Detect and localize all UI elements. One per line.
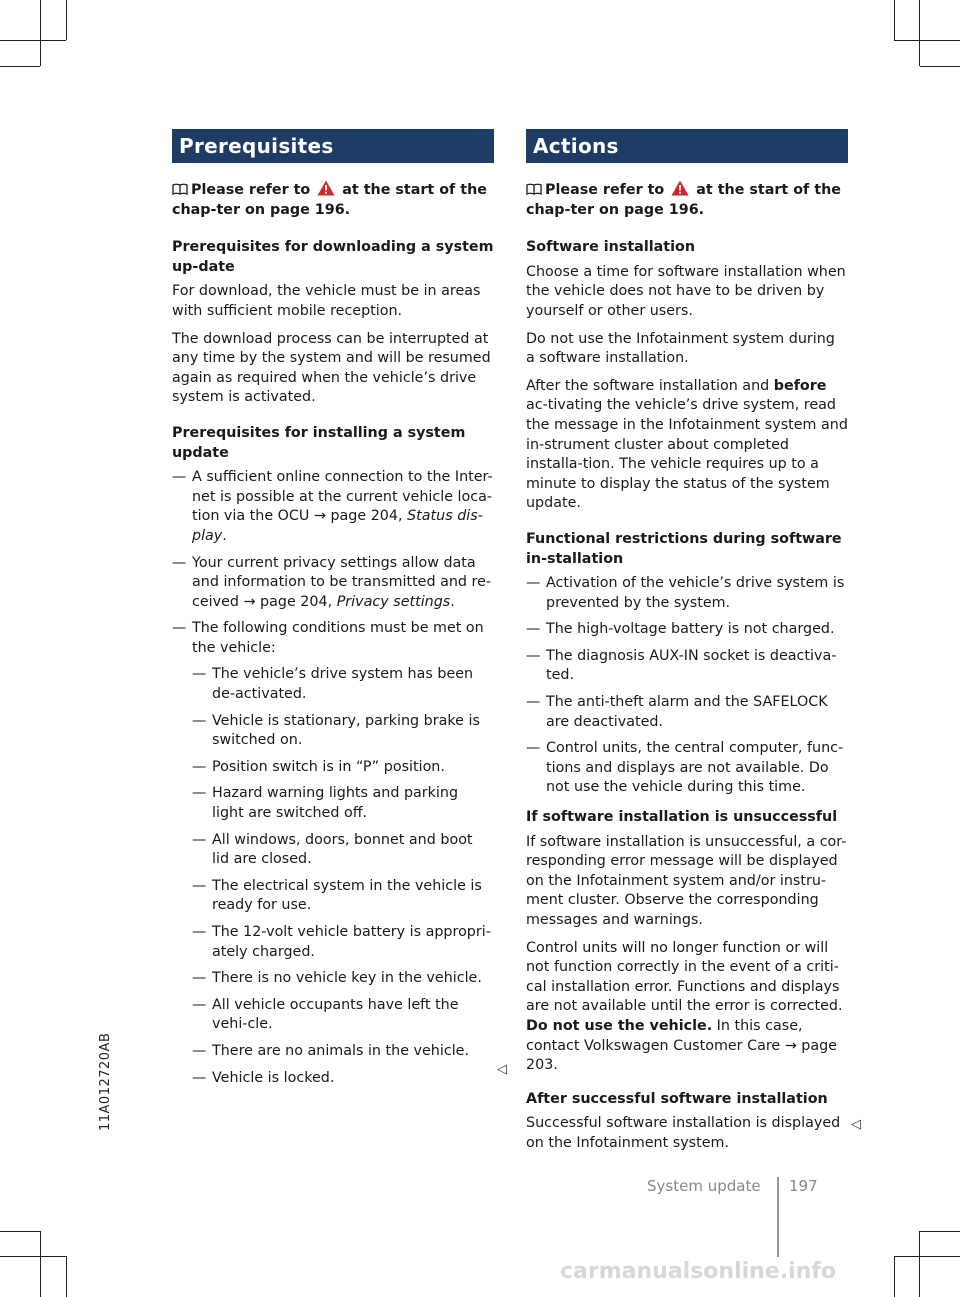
list-item: — Vehicle is stationary, parking brake is switched on.	[192, 712, 480, 749]
warning-reference	[526, 180, 848, 220]
paragraph: Choose a time for software installation when the vehicle does not have to be driven by yourself or other users.	[526, 263, 846, 319]
crop-mark	[0, 1231, 40, 1232]
ref-prefix: Please refer to	[545, 182, 665, 198]
crop-mark	[920, 66, 960, 67]
paragraph: The download process can be interrupted at any time by the system and will be resumed again as required when the vehicle’s drive system is activated.	[172, 330, 491, 406]
crop-mark	[920, 1231, 960, 1232]
prerequisites-section	[172, 129, 494, 1095]
warning-triangle-icon	[317, 180, 335, 196]
arrow-icon: →	[313, 508, 326, 525]
list-item: — Activation of the vehicle’s drive system is prevented by the system.	[526, 575, 845, 611]
footer-chapter-title: System update	[647, 1177, 761, 1195]
book-icon	[526, 183, 542, 195]
crop-mark	[0, 40, 66, 41]
warning-triangle-icon	[671, 180, 689, 196]
list-item: — The 12-volt vehicle battery is appropri-ately charged.	[192, 924, 491, 960]
footer-divider	[777, 1177, 779, 1257]
paragraph: For download, the vehicle must be in areas with sufficient mobile reception.	[172, 283, 481, 319]
subheading-unsuccessful: If software installation is unsuccessful	[526, 809, 838, 826]
list-item: — Hazard warning lights and parking light are switched off.	[192, 785, 459, 822]
vehicle-conditions-list	[192, 665, 494, 1088]
arrow-icon: →	[243, 593, 256, 610]
restrictions-list	[526, 574, 848, 798]
ref-prefix: Please refer to	[191, 182, 311, 198]
paragraph: Do not use the Infotainment system during a software installation.	[526, 330, 835, 367]
paragraph: After the software installation and before ac-tivating the vehicle’s drive system, read the message in the Infotainment system and in-strument cluster about completed installa-tion. The vehicle requires up to a minute to display the status of the system update.	[526, 377, 848, 512]
paragraph: Control units will no longer function or will not function correctly in the event of a criti-cal installation error. Functions and displays are not available until the error is corrected. Do not use the vehicle. In this case, contact Volkswagen Customer Care → page 203.	[526, 939, 843, 1074]
list-item: — The anti-theft alarm and the SAFELOCK are deactivated.	[526, 694, 828, 730]
paragraph: Successful software installation is displayed on the Infotainment system.	[526, 1115, 841, 1151]
arrow-icon: →	[784, 1037, 797, 1054]
list-item: — The vehicle’s drive system has been de-activated.	[192, 666, 474, 703]
crop-mark	[66, 0, 67, 40]
document-code: 11A012720AB	[98, 1032, 113, 1131]
list-item: — The high-voltage battery is not charged.	[526, 621, 835, 638]
section-heading: Actions	[526, 129, 848, 163]
crop-mark	[0, 66, 40, 67]
crop-mark	[66, 1256, 67, 1297]
list-item: — Control units, the central computer, func-tions and displays are not available. Do not use the vehicle during this time.	[526, 740, 844, 796]
watermark: carmanualsonline.info	[560, 1259, 836, 1284]
subheading-install: Prerequisites for installing a system update	[172, 424, 466, 461]
list-item: — All windows, doors, bonnet and boot lid are closed.	[192, 831, 473, 868]
warning-reference	[172, 180, 494, 220]
crop-mark	[894, 1256, 895, 1297]
list-item: — A sufficient online connection to the Inter-net is possible at the current vehicle loca-tion via the OCU → page 204, Status dis-play.	[172, 469, 493, 544]
list-item: — There are no animals in the vehicle.	[192, 1042, 470, 1059]
list-item: — The diagnosis AUX-IN socket is deactiva-ted.	[526, 647, 837, 684]
end-of-section-icon: ◁	[497, 1062, 507, 1077]
list-item: — Position switch is in “P” position.	[192, 758, 445, 775]
actions-section	[526, 129, 848, 1162]
crop-mark	[894, 0, 895, 40]
subheading-software-installation: Software installation	[526, 239, 696, 256]
crop-mark	[919, 1231, 920, 1297]
end-of-section-icon: ◁	[851, 1117, 861, 1132]
paragraph: If software installation is unsuccessful, a cor-responding error message will be displayed on the Infotainment system and/or instru-ment cluster. Observe the corresponding messages and warnings.	[526, 833, 847, 928]
crop-mark	[40, 1231, 41, 1297]
crop-mark	[0, 1256, 66, 1257]
list-item: — Vehicle is locked.	[192, 1069, 335, 1086]
crop-mark	[894, 40, 960, 41]
list-item: — The electrical system in the vehicle is ready for use.	[192, 877, 482, 914]
subheading-download: Prerequisites for downloading a system up-date	[172, 239, 494, 275]
crop-mark	[919, 0, 920, 66]
section-heading: Prerequisites	[172, 129, 494, 163]
ref-suffix: at the start of the chap-ter on page 196.	[172, 182, 487, 218]
install-prereq-list	[172, 468, 494, 1088]
crop-mark	[40, 0, 41, 66]
list-item: — All vehicle occupants have left the vehi-cle.	[192, 996, 459, 1033]
crop-mark	[894, 1256, 960, 1257]
subheading-restrictions: Functional restrictions during software in-stallation	[526, 530, 842, 567]
page-number: 197	[789, 1177, 818, 1195]
list-item: — There is no vehicle key in the vehicle.	[192, 970, 482, 987]
list-item: — The following conditions must be met on the vehicle: — The vehicle’s drive system has been de-activated. — Vehicle is stationary, parking brake is switched on. — Position switch is in “P” position. — Hazard warning lights and parking light are switched off. — All windows, doors, bonnet and boot lid are closed. — The electrical system in the vehicle is ready for use. — The 12-volt vehicle battery is appropri-ately charged. — There is no vehicle key in the vehicle. — All vehicle occupants have left the vehi-cle. — There are no animals in the vehicle. — Vehicle is locked.	[172, 619, 494, 1088]
list-item: — Your current privacy settings allow data and information to be transmitted and re-ceived → page 204, Privacy settings.	[172, 554, 492, 610]
ref-suffix: at the start of the chap-ter on page 196.	[526, 182, 841, 218]
subheading-successful: After successful software installation	[526, 1090, 828, 1107]
book-icon	[172, 183, 188, 195]
